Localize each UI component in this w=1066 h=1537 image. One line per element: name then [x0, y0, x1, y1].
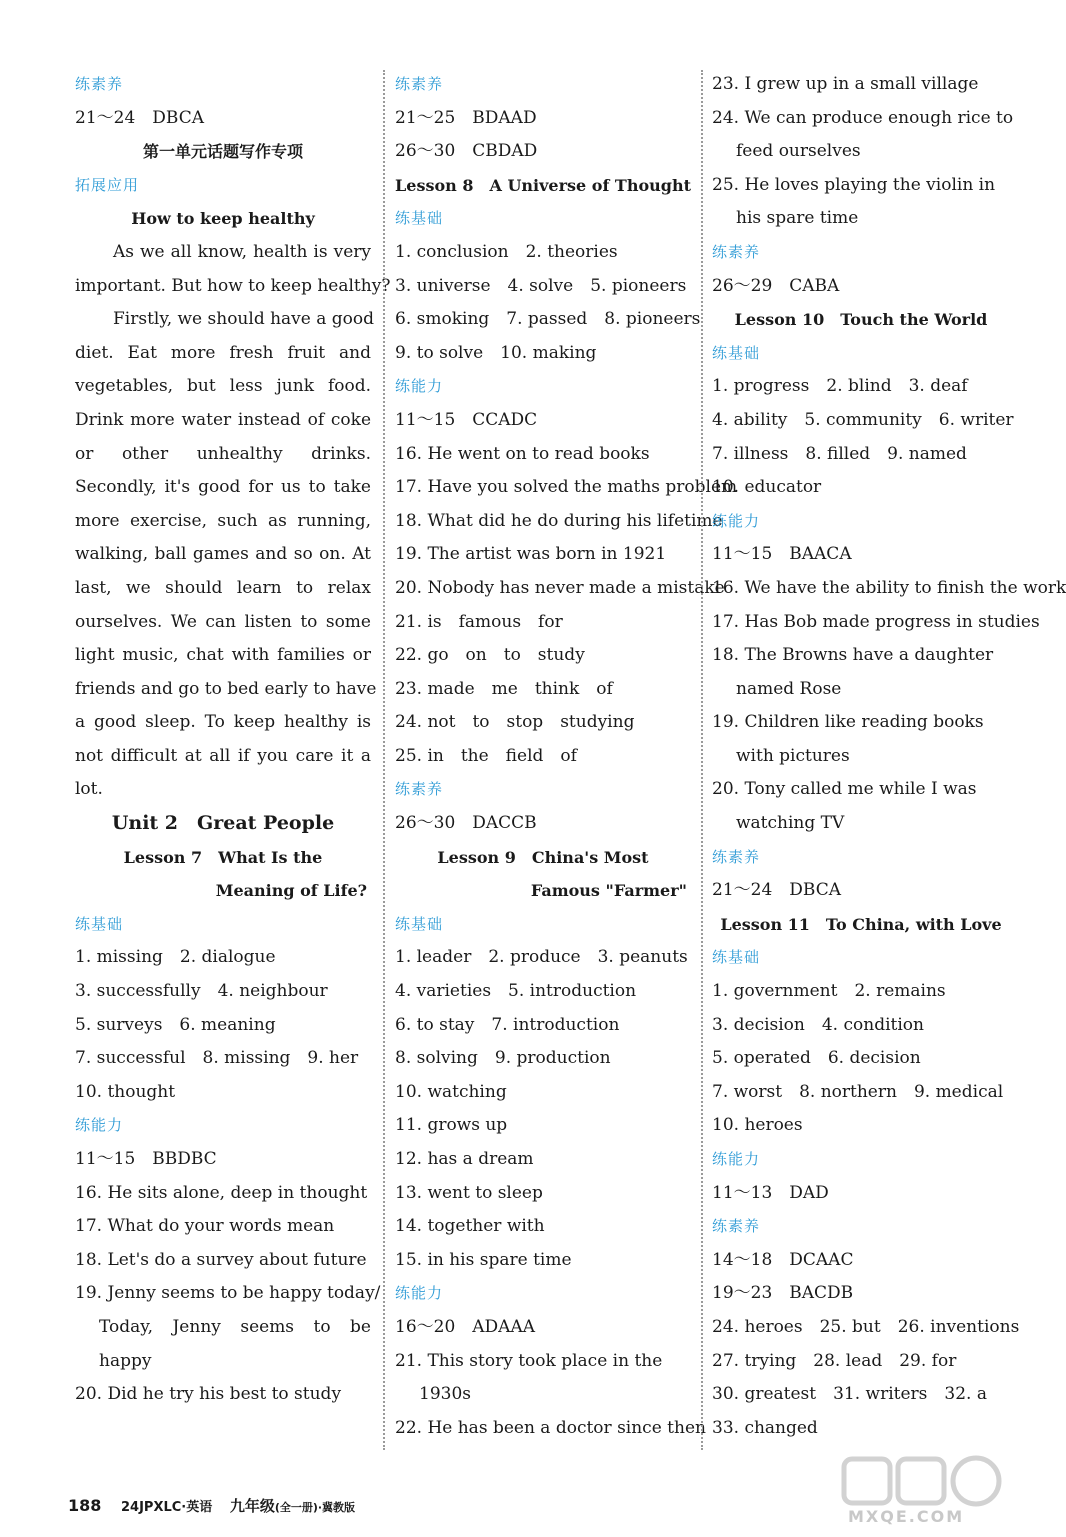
answer-line: 5. operated 6. decision	[712, 1048, 921, 1069]
answer-continuation: with pictures	[736, 745, 850, 766]
section-label: 练基础	[395, 209, 444, 228]
section-label: 练基础	[75, 914, 124, 933]
answer-line: 21. is famous for	[395, 611, 563, 632]
lesson-heading: Lesson 7 What Is the	[123, 847, 323, 867]
answer-line: 7. worst 8. northern 9. medical	[712, 1081, 1004, 1102]
section-label: 练基础	[712, 343, 761, 362]
essay-line: a good sleep. To keep healthy is	[75, 712, 371, 733]
column-right	[712, 68, 1066, 1445]
answer-line: 1. leader 2. produce 3. peanuts	[395, 947, 688, 968]
answer-continuation: his spare time	[736, 208, 859, 229]
edition-label: (全一册)·冀教版	[274, 1501, 356, 1514]
answer-line: 22. He has been a doctor since then	[395, 1417, 706, 1438]
answer-line: 16. We have the ability to finish the work	[712, 577, 1066, 598]
section-label: 练素养	[712, 847, 761, 866]
essay-line: light music, chat with families or	[75, 645, 371, 666]
essay-line: important. But how to keep healthy?	[75, 275, 391, 296]
answer-line: 20. Tony called me while I was	[712, 779, 977, 800]
essay-line: last, we should learn to relax	[75, 577, 371, 598]
essay-line: Firstly, we should have a good	[113, 309, 375, 330]
essay-line: more exercise, such as running,	[75, 510, 371, 531]
answer-continuation: feed ourselves	[736, 141, 861, 162]
answer-line: 3. successfully 4. neighbour	[75, 981, 328, 1002]
essay-line: not difficult at all if you care it a	[75, 745, 371, 766]
answer-line: 13. went to sleep	[395, 1182, 543, 1203]
lesson-heading: How to keep healthy	[131, 209, 315, 229]
lesson-heading: Lesson 11 To China, with Love	[720, 914, 1002, 934]
answer-line: 24. heroes 25. but 26. inventions	[712, 1316, 1020, 1337]
essay-line: As we all know, health is very	[113, 241, 371, 262]
essay-line: Secondly, it's good for us to take	[75, 477, 371, 498]
answer-line: 30. greatest 31. writers 32. a	[712, 1384, 987, 1405]
answer-line: 25. in the field of	[395, 745, 577, 766]
answer-line: 18. The Browns have a daughter	[712, 645, 994, 666]
section-label: 练素养	[395, 780, 444, 799]
section-label: 练能力	[75, 1116, 124, 1135]
answer-line: 27. trying 28. lead 29. for	[712, 1350, 957, 1371]
unit-heading: Unit 2 Great People	[111, 812, 335, 835]
section-label: 练基础	[395, 914, 444, 933]
answer-line: 33. changed	[712, 1417, 818, 1438]
answer-line: 1. progress 2. blind 3. deaf	[712, 376, 968, 397]
page-footer	[68, 1493, 355, 1519]
essay-line: lot.	[75, 779, 103, 800]
section-label: 拓展应用	[75, 175, 140, 194]
answer-continuation: named Rose	[736, 678, 842, 699]
answer-line: 25. He loves playing the violin in	[712, 174, 996, 195]
essay-line: walking, ball games and so on. At	[75, 544, 371, 565]
answer-line: 10. educator	[712, 477, 822, 498]
answer-line: 16. He sits alone, deep in thought	[75, 1182, 368, 1203]
answer-line: 14. together with	[395, 1216, 545, 1237]
section-label: 练基础	[712, 948, 761, 967]
section-label: 练素养	[75, 75, 124, 93]
section-label: 练能力	[712, 511, 761, 530]
answer-continuation: happy	[99, 1350, 152, 1371]
answer-line: 26～29 CABA	[712, 275, 840, 296]
answer-line: 23. I grew up in a small village	[712, 74, 979, 94]
lesson-heading: Meaning of Life?	[215, 881, 367, 901]
essay-line: ourselves. We can listen to some	[75, 611, 371, 632]
answer-continuation: watching TV	[736, 813, 845, 834]
answer-line: 18. Let's do a survey about future	[75, 1249, 367, 1270]
answer-line: 8. solving 9. production	[395, 1048, 611, 1069]
answer-continuation: Today, Jenny seems to be	[99, 1316, 371, 1337]
answer-line: 1. missing 2. dialogue	[75, 947, 276, 968]
answer-line: 20. Did he try his best to study	[75, 1384, 342, 1405]
section-label: 练素养	[712, 1217, 761, 1236]
answer-line: 15. in his spare time	[395, 1249, 572, 1270]
answer-line: 11. grows up	[395, 1115, 508, 1136]
answer-line: 11～13 DAD	[712, 1182, 829, 1203]
answer-line: 11～15 CCADC	[395, 409, 538, 430]
answer-line: 12. has a dream	[395, 1149, 534, 1169]
answer-continuation: 1930s	[419, 1384, 471, 1405]
answer-line: 18. What did he do during his lifetime	[395, 510, 723, 531]
column-left	[75, 68, 391, 1412]
answer-line: 5. surveys 6. meaning	[75, 1014, 276, 1035]
answer-line: 21. This story took place in the	[395, 1350, 663, 1371]
answer-line: 19～23 BACDB	[712, 1283, 854, 1304]
answer-line: 22. go on to study	[395, 645, 585, 666]
answer-line: 11～15 BAACA	[712, 544, 852, 565]
lesson-heading: Lesson 10 Touch the World	[734, 310, 988, 330]
essay-line: friends and go to bed early to have	[75, 678, 377, 699]
answer-line: 1. government 2. remains	[712, 981, 946, 1002]
answer-line: 1. conclusion 2. theories	[395, 241, 618, 262]
book-code: 24JPXLC·英语	[120, 1500, 213, 1515]
essay-line: diet. Eat more fresh fruit and	[75, 342, 371, 363]
answer-line: 10. heroes	[712, 1115, 803, 1136]
section-heading: 第一单元话题写作专项	[142, 142, 303, 162]
grade-label: 九年级	[229, 1497, 275, 1515]
answer-line: 4. varieties 5. introduction	[395, 981, 637, 1002]
column-divider	[701, 70, 703, 1450]
answer-line: 26～30 CBDAD	[395, 141, 538, 162]
answer-line: 7. illness 8. filled 9. named	[712, 443, 967, 464]
answer-line: 24. We can produce enough rice to	[712, 107, 1014, 128]
answer-line: 21～24 DBCA	[712, 880, 841, 901]
watermark-logo	[840, 1455, 1008, 1533]
answer-line: 6. to stay 7. introduction	[395, 1014, 620, 1035]
answer-line: 10. thought	[75, 1081, 176, 1102]
section-label: 练能力	[395, 377, 444, 396]
answer-line: 9. to solve 10. making	[395, 342, 597, 363]
answer-line: 19. Jenny seems to be happy today/	[75, 1283, 381, 1304]
answer-line: 4. ability 5. community 6. writer	[712, 409, 1014, 430]
answer-line: 20. Nobody has never made a mistake	[395, 577, 725, 598]
answer-line: 17. Has Bob made progress in studies	[712, 611, 1040, 632]
lesson-heading: Famous "Farmer"	[530, 881, 687, 901]
answer-line: 24. not to stop studying	[395, 712, 635, 733]
section-label: 练能力	[712, 1150, 761, 1168]
answer-line: 10. watching	[395, 1081, 507, 1102]
essay-line: Drink more water instead of coke	[75, 409, 371, 430]
answer-line: 11～15 BBDBC	[75, 1149, 217, 1169]
column-divider	[383, 70, 385, 1450]
answer-line: 7. successful 8. missing 9. her	[75, 1048, 359, 1069]
answer-line: 16. He went on to read books	[395, 443, 650, 464]
answer-line: 3. decision 4. condition	[712, 1014, 924, 1035]
section-label: 练能力	[395, 1284, 444, 1303]
page-number: 188	[68, 1496, 102, 1515]
essay-line: vegetables, but less junk food.	[75, 376, 371, 397]
answer-line: 21～24 DBCA	[75, 107, 204, 128]
answer-line: 14～18 DCAAC	[712, 1249, 854, 1270]
lesson-heading: Lesson 9 China's Most	[437, 847, 649, 867]
column-middle	[395, 68, 738, 1445]
answer-line: 3. universe 4. solve 5. pioneers	[395, 275, 687, 296]
answer-line: 19. Children like reading books	[712, 712, 984, 733]
answer-line: 6. smoking 7. passed 8. pioneers	[395, 309, 701, 330]
answer-line: 23. made me think of	[395, 678, 613, 699]
answer-line: 17. What do your words mean	[75, 1216, 335, 1237]
section-label: 练素养	[712, 242, 761, 261]
watermark-text: MXQE.COM	[848, 1507, 965, 1526]
answer-line: 26～30 DACCB	[395, 813, 537, 834]
answer-line: 17. Have you solved the maths problem	[395, 477, 738, 498]
section-label: 练素养	[395, 75, 444, 93]
answer-line: 21～25 BDAAD	[395, 107, 537, 128]
lesson-heading: Lesson 8 A Universe of Thought	[395, 175, 691, 195]
answer-line: 16～20 ADAAA	[395, 1316, 536, 1337]
essay-line: or other unhealthy drinks.	[75, 443, 371, 464]
answer-line: 19. The artist was born in 1921	[395, 544, 667, 565]
